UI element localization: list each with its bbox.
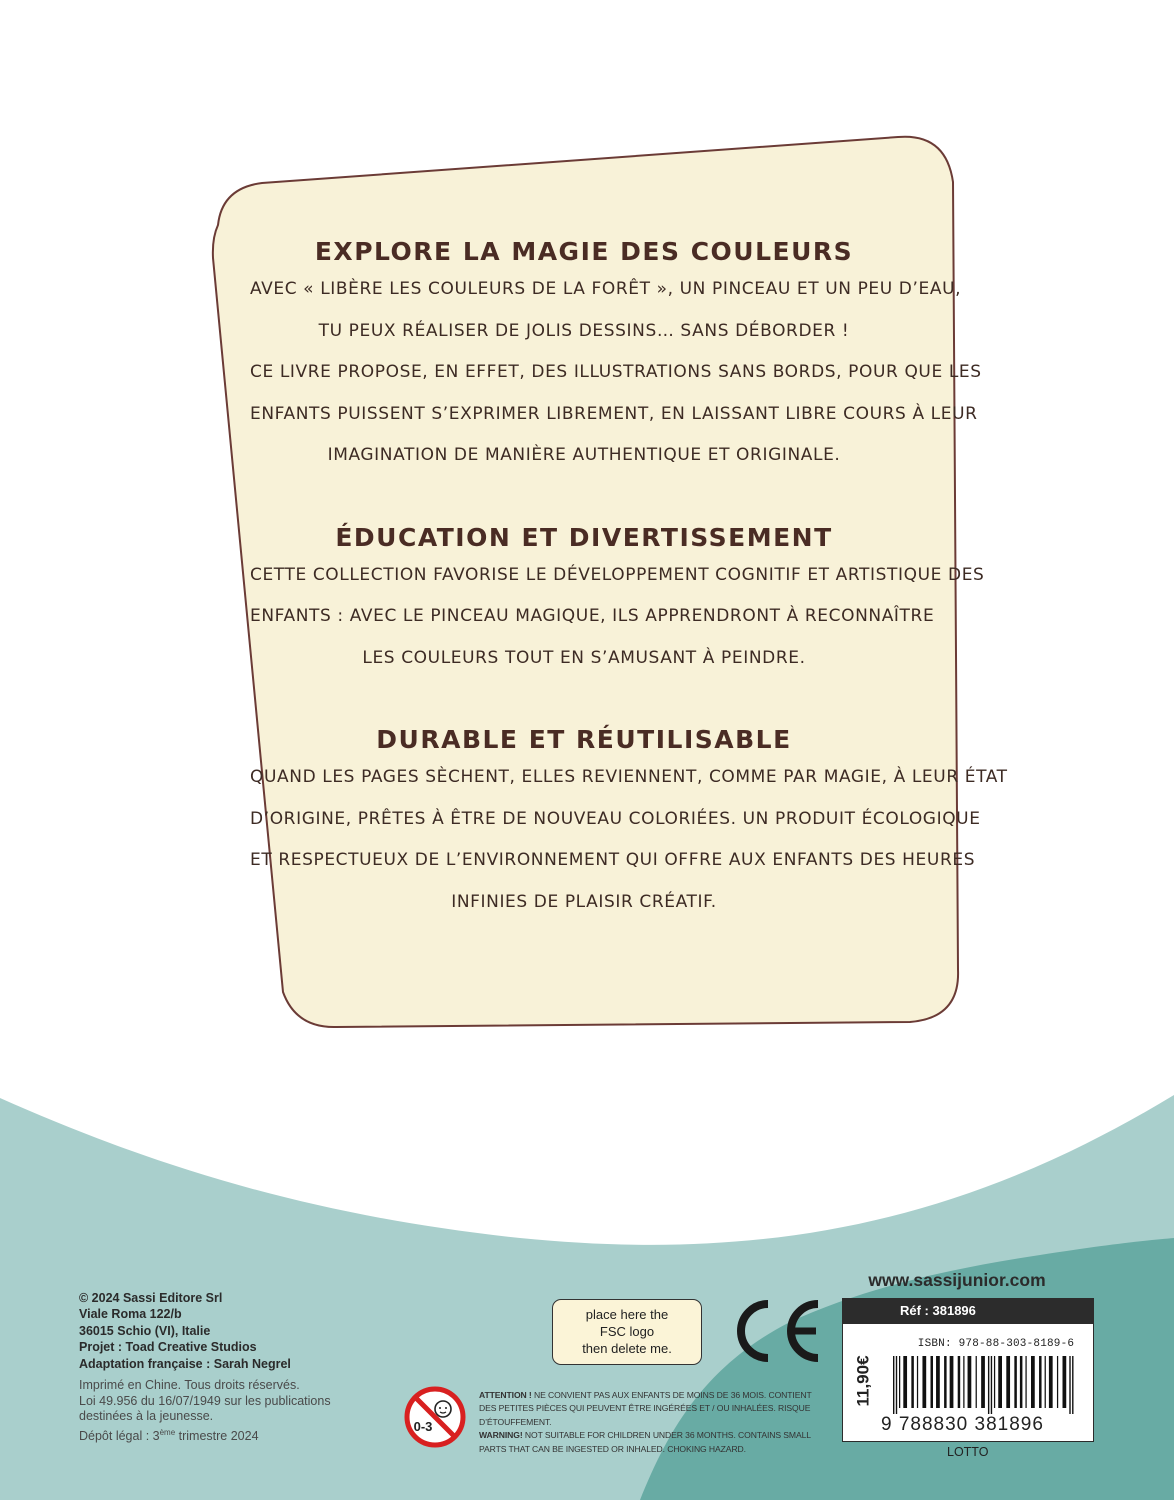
barcode-bar — [1025, 1356, 1026, 1408]
barcode-bar — [976, 1356, 977, 1408]
section-title: EXPLORE LA MAGIE DES COULEURS — [314, 237, 854, 266]
project-credit: Projet : Toad Creative Studios — [79, 1340, 257, 1355]
barcode-bar — [1014, 1356, 1017, 1408]
barcode-bar — [1006, 1356, 1010, 1408]
barcode-bar — [963, 1356, 964, 1408]
safety-warning — [479, 1389, 829, 1456]
fsc-line: place here the — [585, 1307, 669, 1322]
warning-fr-text: NE CONVIENT PAS AUX ENFANTS DE MOINS DE 36 MOIS. CONTIENT DES PETITES PIÈCES QUI PEUVENT ÊTRE INGÉRÉES ET / OU INHALÉES. RISQUE D’ÉTOUFFEMENT. — [479, 1390, 812, 1427]
barcode-bar — [922, 1356, 926, 1408]
barcode-bar — [896, 1356, 897, 1414]
fsc-line: then delete me. — [582, 1341, 672, 1356]
legal-deposit: Dépôt légal : 3ème trimestre 2024 — [79, 1427, 259, 1443]
barcode-bar — [899, 1356, 900, 1408]
barcode-number: 9 788830 381896 — [881, 1414, 1044, 1435]
no-under-3-icon — [403, 1385, 467, 1449]
barcode-bar — [998, 1356, 1002, 1408]
fsc-logo-placeholder — [552, 1299, 702, 1365]
barcode-bar — [1063, 1356, 1067, 1408]
section-line: CETTE COLLECTION FAVORISE LE DÉVELOPPEMENT COGNITIF ET ARTISTIQUE DES — [250, 564, 985, 585]
barcode-bar — [1031, 1356, 1035, 1408]
legal-line: Loi 49.956 du 16/07/1949 sur les publications — [79, 1393, 331, 1408]
section-line: LES COULEURS TOUT EN S’AMUSANT À PEINDRE. — [362, 647, 806, 668]
age-label: 0-3 — [413, 1419, 433, 1434]
section-explore — [250, 235, 982, 477]
description-panel — [250, 235, 1008, 923]
barcode-box — [842, 1324, 1094, 1442]
section-line: INFINIES DE PLAISIR CRÉATIF. — [451, 891, 717, 912]
copyright-line: © 2024 Sassi Editore Srl — [79, 1291, 223, 1305]
barcode-bar — [1057, 1356, 1058, 1408]
section-durable — [250, 723, 1008, 923]
lot-label: LOTTO — [947, 1445, 989, 1459]
barcode-bar — [950, 1356, 954, 1408]
ce-mark-icon — [732, 1298, 824, 1364]
barcode-bar — [1069, 1356, 1070, 1414]
address-line: 36015 Schio (VI), Italie — [79, 1323, 211, 1338]
barcode-bar — [917, 1356, 918, 1408]
section-line: ET RESPECTUEUX DE L’ENVIRONNEMENT QUI OFFRE AUX ENFANTS DES HEURES — [250, 850, 976, 870]
price-label: 11,90€ — [854, 1355, 873, 1407]
section-line: TU PEUX RÉALISER DE JOLIS DESSINS… SANS DÉBORDER ! — [318, 320, 850, 341]
section-line: AVEC « LIBÈRE LES COULEURS DE LA FORÊT », UN PINCEAU ET UN PEU D’EAU, — [250, 279, 962, 299]
barcode-bar — [893, 1356, 894, 1414]
publisher-website: www.sassijunior.com — [868, 1270, 1046, 1290]
barcode-bar — [931, 1356, 934, 1408]
section-line: ENFANTS : AVEC LE PINCEAU MAGIQUE, ILS APPRENDRONT À RECONNAÎTRE — [250, 606, 935, 626]
barcode-bar — [981, 1356, 985, 1408]
barcode-bar — [968, 1356, 972, 1408]
warning-en-text: NOT SUITABLE FOR CHILDREN UNDER 36 MONTHS. CONTAINS SMALL PARTS THAT CAN BE INGESTED OR INHALED. CHOKING HAZARD. — [479, 1430, 811, 1454]
fsc-line: FSC logo — [599, 1324, 655, 1339]
section-title: ÉDUCATION ET DIVERTISSEMENT — [335, 522, 833, 552]
barcode-bar — [911, 1356, 914, 1408]
barcode-bar — [958, 1356, 961, 1408]
section-line: IMAGINATION DE MANIÈRE AUTHENTIQUE ET ORIGINALE. — [327, 445, 841, 465]
barcode-bar — [936, 1356, 940, 1408]
reference-bar: Réf : 381896 — [842, 1298, 1094, 1324]
copyright-block — [79, 1290, 379, 1444]
section-line: CE LIVRE PROPOSE, EN EFFET, DES ILLUSTRATIONS SANS BORDS, POUR QUE LES — [250, 362, 982, 382]
section-education — [250, 521, 985, 680]
barcode-icon — [891, 1356, 1085, 1414]
address-line: Viale Roma 122/b — [79, 1307, 182, 1322]
barcode-bar — [1039, 1356, 1042, 1408]
barcode-bar — [1045, 1356, 1046, 1408]
barcode-bar — [944, 1356, 947, 1408]
adaptation-credit: Adaptation française : Sarah Negrel — [79, 1356, 291, 1371]
section-line: D’ORIGINE, PRÊTES À ÊTRE DE NOUVEAU COLORIÉES. UN PRODUIT ÉCOLOGIQUE — [250, 808, 981, 829]
barcode-bar — [994, 1356, 995, 1408]
barcode-bar — [988, 1356, 989, 1414]
legal-line: Imprimé en Chine. Tous droits réservés. — [79, 1378, 300, 1393]
barcode-bar — [1020, 1356, 1023, 1408]
warning-fr-label: ATTENTION ! — [479, 1390, 532, 1400]
barcode-bar — [991, 1356, 992, 1414]
barcode-bar — [903, 1356, 907, 1408]
section-title: DURABLE ET RÉUTILISABLE — [376, 725, 792, 754]
barcode-bar — [1072, 1356, 1073, 1414]
section-line: QUAND LES PAGES SÈCHENT, ELLES REVIENNENT, COMME PAR MAGIE, À LEUR ÉTAT — [250, 767, 1008, 787]
isbn-text: ISBN: 978-88-303-8189-6 — [917, 1338, 1075, 1350]
barcode-bar — [1049, 1356, 1053, 1408]
warning-en-label: WARNING! — [479, 1430, 523, 1441]
section-line: ENFANTS PUISSENT S’EXPRIMER LIBREMENT, EN LAISSANT LIBRE COURS À LEUR — [250, 403, 978, 424]
legal-line: destinées à la jeunesse. — [79, 1409, 214, 1424]
